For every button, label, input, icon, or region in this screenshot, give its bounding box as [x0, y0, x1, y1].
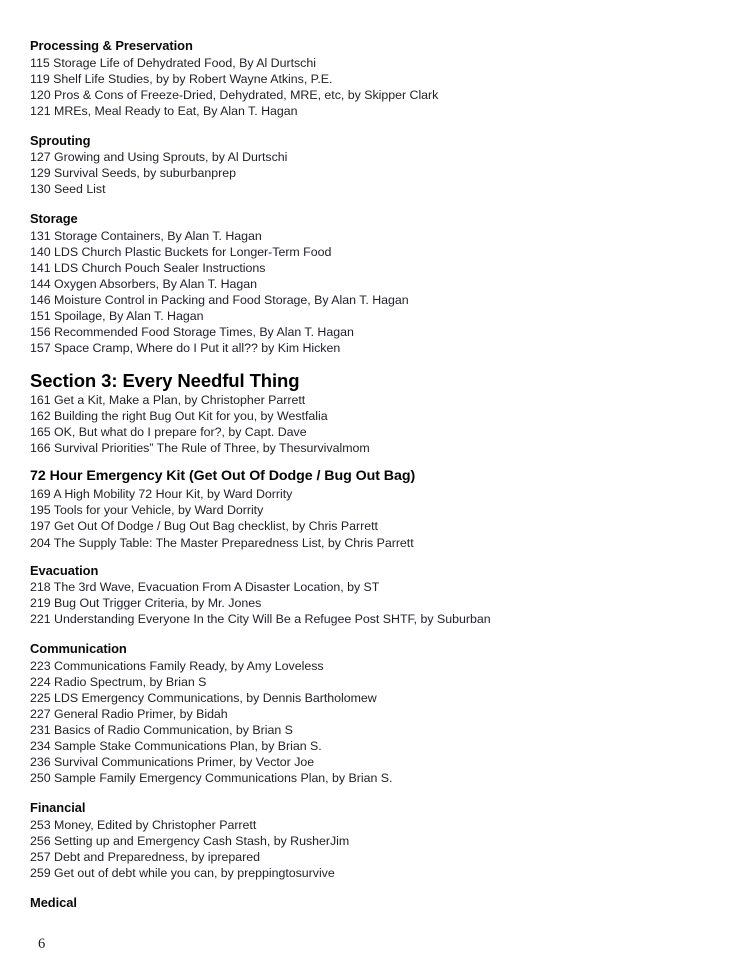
- toc-section: [30, 895, 550, 911]
- toc-entry[interactable]: 236 Survival Communications Primer, by Vector Joe: [30, 755, 315, 769]
- toc-entry-list: [30, 486, 550, 550]
- toc-entry[interactable]: 195 Tools for your Vehicle, by Ward Dorrity: [30, 503, 264, 518]
- section-heading: Processing & Preservation: [30, 38, 193, 53]
- page-number: 6: [38, 936, 46, 952]
- toc-entry[interactable]: 256 Setting up and Emergency Cash Stash, by RusherJim: [30, 833, 350, 848]
- toc-entry[interactable]: 218 The 3rd Wave, Evacuation From A Disaster Location, by ST: [30, 580, 380, 595]
- toc-entry[interactable]: 151 Spoilage, By Alan T. Hagan: [30, 309, 204, 324]
- toc-entry[interactable]: 231 Basics of Radio Communication, by Brian S: [30, 722, 293, 737]
- table-of-contents: [30, 38, 550, 925]
- toc-entry[interactable]: 259 Get out of debt while you can, by preppingtosurvive: [30, 865, 335, 880]
- toc-entry-list: [30, 817, 550, 881]
- toc-entry[interactable]: 131 Storage Containers, By Alan T. Hagan: [30, 228, 262, 243]
- toc-entry-list: [30, 658, 550, 786]
- toc-section: [30, 370, 550, 456]
- toc-entry[interactable]: 157 Space Cramp, Where do I Put it all?? by Kim Hicken: [30, 341, 341, 356]
- section-heading: Evacuation: [30, 562, 99, 578]
- section-heading: Communication: [30, 641, 127, 657]
- toc-entry[interactable]: 169 A High Mobility 72 Hour Kit, by Ward Dorrity: [30, 487, 293, 502]
- toc-entry[interactable]: 225 LDS Emergency Communications, by Dennis Bartholomew: [30, 690, 377, 705]
- toc-entry[interactable]: 223 Communications Family Ready, by Amy Loveless: [30, 658, 324, 673]
- toc-entry-list: [30, 228, 550, 356]
- toc-entry[interactable]: 250 Sample Family Emergency Communications Plan, by Brian S.: [30, 771, 393, 786]
- toc-entry[interactable]: 253 Money, Edited by Christopher Parrett: [30, 817, 257, 832]
- toc-entry[interactable]: 204 The Supply Table: The Master Preparedness List, by Chris Parrett: [30, 535, 414, 550]
- toc-entry[interactable]: 141 LDS Church Pouch Sealer Instructions: [30, 260, 266, 275]
- toc-entry[interactable]: 162 Building the right Bug Out Kit for you, by Westfalia: [30, 409, 328, 424]
- toc-section: [30, 563, 550, 628]
- toc-entry[interactable]: 227 General Radio Primer, by Bidah: [30, 706, 228, 721]
- toc-entry[interactable]: 115 Storage Life of Dehydrated Food, By Al Durtschi: [30, 55, 316, 70]
- toc-entry[interactable]: 119 Shelf Life Studies, by by Robert Wayne Atkins, P.E.: [30, 71, 333, 86]
- toc-entry[interactable]: 129 Survival Seeds, by suburbanprep: [30, 166, 236, 181]
- toc-entry[interactable]: 219 Bug Out Trigger Criteria, by Mr. Jones: [30, 596, 262, 611]
- section-heading: Storage: [30, 211, 78, 227]
- toc-entry[interactable]: 166 Survival Priorities” The Rule of Three, by Thesurvivalmom: [30, 441, 370, 456]
- toc-entry[interactable]: 165 OK, But what do I prepare for?, by Capt. Dave: [30, 425, 307, 440]
- toc-entry-list: [30, 55, 550, 119]
- toc-entry[interactable]: 140 LDS Church Plastic Buckets for Longer-Term Food: [30, 244, 332, 259]
- section-heading: Section 3: Every Needful Thing: [30, 370, 300, 392]
- toc-entry[interactable]: 146 Moisture Control in Packing and Food Storage, By Alan T. Hagan: [30, 293, 409, 308]
- toc-entry[interactable]: 127 Growing and Using Sprouts, by Al Durtschi: [30, 150, 288, 165]
- toc-entry[interactable]: 221 Understanding Everyone In the City Will Be a Refugee Post SHTF, by Suburban: [30, 612, 491, 627]
- toc-section: [30, 641, 550, 786]
- toc-section: [30, 38, 550, 119]
- section-heading: 72 Hour Emergency Kit (Get Out Of Dodge / Bug Out Bag): [30, 468, 416, 485]
- toc-entry[interactable]: 121 MREs, Meal Ready to Eat, By Alan T. Hagan: [30, 103, 298, 118]
- toc-entry[interactable]: 120 Pros & Cons of Freeze-Dried, Dehydrated, MRE, etc, by Skipper Clark: [30, 87, 439, 102]
- section-heading: Medical: [30, 894, 77, 910]
- toc-entry[interactable]: 197 Get Out Of Dodge / Bug Out Bag checklist, by Chris Parrett: [30, 519, 378, 534]
- toc-entry[interactable]: 234 Sample Stake Communications Plan, by Brian S.: [30, 738, 322, 753]
- toc-section: [30, 211, 550, 356]
- toc-entry-list: [30, 392, 550, 456]
- toc-entry[interactable]: 144 Oxygen Absorbers, By Alan T. Hagan: [30, 276, 258, 291]
- toc-entry[interactable]: 224 Radio Spectrum, by Brian S: [30, 674, 207, 689]
- toc-section: [30, 800, 550, 881]
- toc-section: [30, 133, 550, 198]
- toc-entry[interactable]: 130 Seed List: [30, 182, 106, 197]
- toc-section: [30, 468, 550, 550]
- toc-entry[interactable]: 257 Debt and Preparedness, by iprepared: [30, 849, 260, 864]
- toc-entry-list: [30, 579, 550, 627]
- toc-entry-list: [30, 149, 550, 197]
- toc-entry[interactable]: 161 Get a Kit, Make a Plan, by Christopher Parrett: [30, 393, 306, 408]
- section-heading: Sprouting: [30, 132, 91, 148]
- section-heading: Financial: [30, 800, 86, 816]
- toc-entry[interactable]: 156 Recommended Food Storage Times, By Alan T. Hagan: [30, 325, 354, 340]
